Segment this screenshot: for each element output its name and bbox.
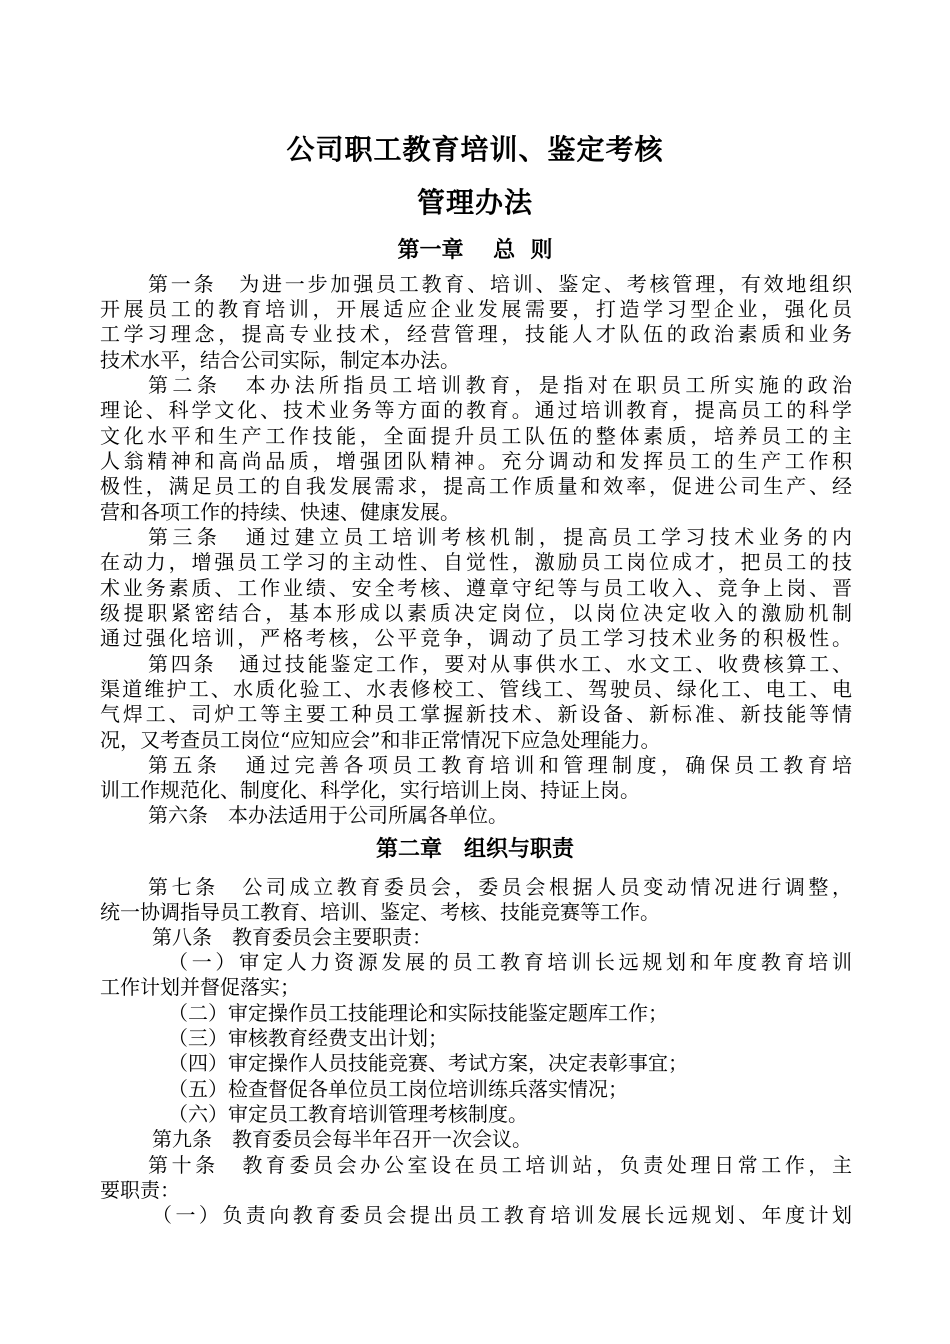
document-title: 公司职工教育培训、鉴定考核	[286, 133, 664, 166]
text-line: 第九条 教育委员会每半年召开一次会议。	[152, 1127, 532, 1151]
text-line: 通过强化培训，严格考核，公平竞争，调动了员工学习技术业务的积极性。	[100, 626, 852, 650]
chapter-heading-1: 第一章 总 则	[397, 238, 553, 263]
text-line: 术业务素质、工作业绩、安全考核、遵章守纪等与员工收入、竞争上岗、晋	[100, 576, 852, 600]
text-line: 级提职紧密结合，基本形成以素质决定岗位，以岗位决定收入的激励机制	[100, 601, 852, 625]
text-line: 人翁精神和高尚品质，增强团队精神。充分调动和发挥员工的生产工作积	[100, 449, 852, 473]
text-line: 第二条 本办法所指员工培训教育，是指对在职员工所实施的政治	[148, 373, 852, 397]
text-line: （五）检查督促各单位员工岗位培训练兵落实情况；	[168, 1077, 628, 1101]
text-line: 第一条 为进一步加强员工教育、培训、鉴定、考核管理，有效地组织	[148, 272, 852, 296]
text-line: 工学习理念，提高专业技术，经营管理，技能人才队伍的政治素质和业务	[100, 322, 852, 346]
text-line: 工作计划并督促落实；	[100, 975, 300, 999]
document-subtitle: 管理办法	[416, 186, 533, 219]
text-line: 渠道维护工、水质化验工、水表修校工、管线工、驾驶员、绿化工、电工、电	[100, 677, 852, 701]
chapter-heading-2: 第二章 组织与职责	[375, 837, 574, 862]
text-line: 文化水平和生产工作技能，全面提升员工队伍的整体素质，培养员工的主	[100, 424, 852, 448]
text-line: 第三条 通过建立员工培训考核机制，提高员工学习技术业务的内	[148, 525, 852, 549]
text-line: 技术水平，结合公司实际，制定本办法。	[100, 348, 460, 372]
text-line: （一）负责向教育委员会提出员工教育培训发展长远规划、年度计划	[152, 1203, 852, 1227]
text-line: 第八条 教育委员会主要职责：	[152, 925, 432, 949]
text-line: （六）审定员工教育培训管理考核制度。	[168, 1102, 528, 1126]
text-line: 第十条 教育委员会办公室设在员工培训站，负责处理日常工作，主	[148, 1153, 852, 1177]
text-line: 统一协调指导员工教育、培训、鉴定、考核、技能竞赛等工作。	[100, 900, 660, 924]
text-line: 要职责：	[100, 1178, 180, 1202]
text-line: 理论、科学文化、技术业务等方面的教育。通过培训教育，提高员工的科学	[100, 398, 852, 422]
text-line: 在动力，增强员工学习的主动性、自觉性，激励员工岗位成才，把员工的技	[100, 550, 852, 574]
text-line: 营和各项工作的持续、快速、健康发展。	[100, 500, 460, 524]
text-line: 气焊工、司炉工等主要工种员工掌握新技术、新设备、新标准、新技能等情	[100, 702, 852, 726]
text-line: 第四条 通过技能鉴定工作，要对从事供水工、水文工、收费核算工、	[148, 652, 852, 676]
text-line: （一）审定人力资源发展的员工教育培训长远规划和年度教育培训	[168, 950, 852, 974]
text-line: 极性，满足员工的自我发展需求，提高工作质量和效率，促进公司生产、经	[100, 474, 852, 498]
text-line: 况，又考查员工岗位“应知应会”和非正常情况下应急处理能力。	[100, 728, 661, 752]
text-line: 训工作规范化、制度化、科学化，实行培训上岗、持证上岗。	[100, 778, 640, 802]
text-line: 第七条 公司成立教育委员会，委员会根据人员变动情况进行调整，	[148, 875, 852, 899]
text-line: （四）审定操作人员技能竞赛、考试方案，决定表彰事宜；	[168, 1051, 688, 1075]
text-line: （三）审核教育经费支出计划；	[168, 1026, 448, 1050]
text-line: 第六条 本办法适用于公司所属各单位。	[148, 803, 508, 827]
text-line: 开展员工的教育培训，开展适应企业发展需要，打造学习型企业，强化员	[100, 297, 852, 321]
text-line: 第五条 通过完善各项员工教育培训和管理制度，确保员工教育培	[148, 753, 852, 777]
text-line: （二）审定操作员工技能理论和实际技能鉴定题库工作；	[168, 1001, 668, 1025]
